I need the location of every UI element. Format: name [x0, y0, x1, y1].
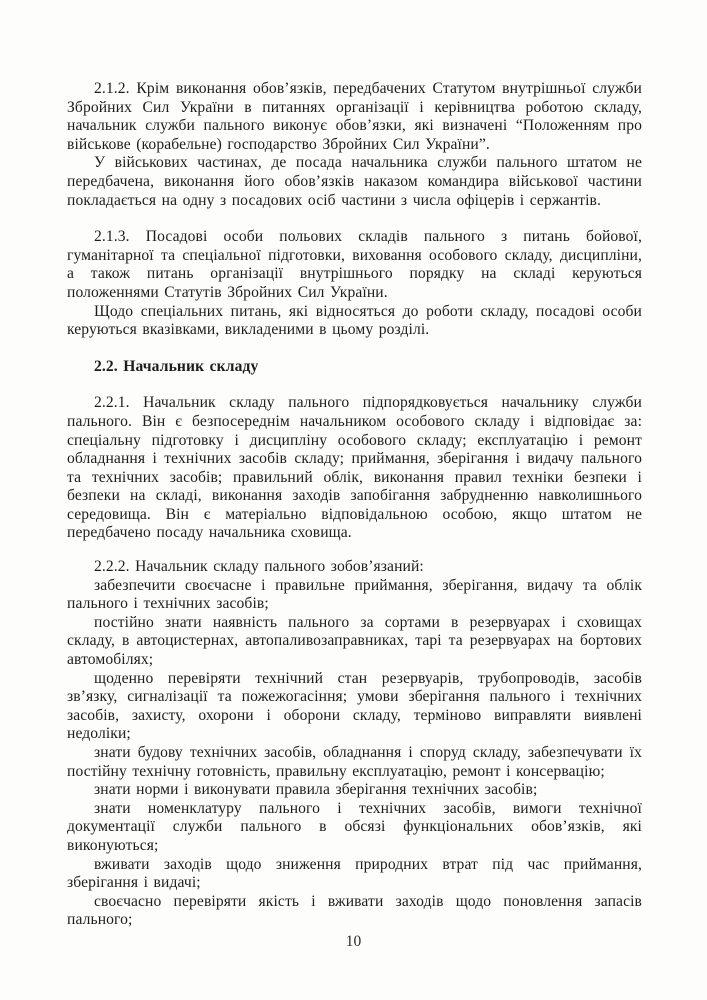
duty-item-8: своєчасно перевіряти якість і вживати заходів щодо поновлення запасів пального; [67, 892, 642, 929]
duty-item-4: знати будову технічних засобів, обладнання і споруд складу, забезпечувати їх постійну технічну готовність, правильну експлуатацію, ремонт і консервацію; [67, 744, 642, 780]
paragraph-2-1-2: 2.1.2. Крім виконання обов’язків, передбачених Статутом внутрішньої служби Збройних Сил України в питаннях організації і керівництва роботою складу, начальник служби пального виконує обов’язки, які визначені “Положенням про військове (корабельне) господарство Збройних Сил України”. [67, 80, 642, 153]
duty-item-2: постійно знати наявність пального за сортами в резервуарах і сховищах складу, в автоцистернах, автопаливозаправниках, тарі та резервуарах на бортових автомобілях; [67, 613, 642, 669]
paragraph-2-2-2-intro: 2.2.2. Начальник складу пального зобов’язаний: [94, 558, 424, 576]
duty-item-7: вживати заходів щодо зниження природних втрат під час приймання, зберігання і видачі; [67, 855, 642, 892]
paragraph-2-1-3: 2.1.3. Посадові особи польових складів пального з питань бойової, гуманітарної та спеціальної підготовки, виховання особового складу, дисципліни, а також питань організації внутрішнього порядку на складі керуються положеннями Статутів Збройних Сил України. [67, 228, 642, 301]
duty-item-3: щоденно перевіряти технічний стан резервуарів, трубопроводів, засобів зв’язку, сигналізації та пожежогасіння; умови зберігання пального і технічних засобів, захисту, охорони і оборони складу, терміново виправляти виявлені недоліки; [67, 669, 642, 743]
duty-item-1: забезпечити своєчасне і правильне приймання, зберігання, видачу та облік пального і технічних засобів; [67, 576, 642, 613]
paragraph-2-1-2-continued: У військових частинах, де посада начальника служби пального штатом не передбачена, виконання його обов’язків наказом командира військової частини покладається на одну з посадових осіб частини з числа офіцерів і сержантів. [67, 154, 642, 209]
section-heading-2-2: 2.2. Начальник складу [94, 357, 259, 375]
duty-item-5: знати норми і виконувати правила зберігання технічних засобів; [94, 781, 538, 799]
paragraph-2-2-1: 2.2.1. Начальник складу пального підпорядковується начальнику служби пального. Він є безпосереднім начальником особового складу і відповідає за: спеціальну підготовку і дисципліну особового складу; експлуатацію і ремонт обладнання і технічних засобів складу; приймання, зберігання і видачу пального та технічних засобів; правильний облік, виконання правил техніки безпеки і безпеки на складі, виконання заходів запобігання забрудненню навколишнього середовища. Він є матеріально відповідальною особою, якщо штатом не передбачено посаду начальника сховища. [67, 394, 642, 542]
paragraph-2-1-3-continued: Щодо спеціальних питань, які відносяться до роботи складу, посадові особи керуються вказівками, викладеними в цьому розділі. [67, 302, 642, 339]
document-body [67, 80, 642, 930]
page-number: 10 [345, 933, 362, 950]
duty-item-6: знати номенклатуру пального і технічних засобів, вимоги технічної документації служби пального в обсязі функціональних обов’язків, які виконуються; [67, 799, 642, 854]
